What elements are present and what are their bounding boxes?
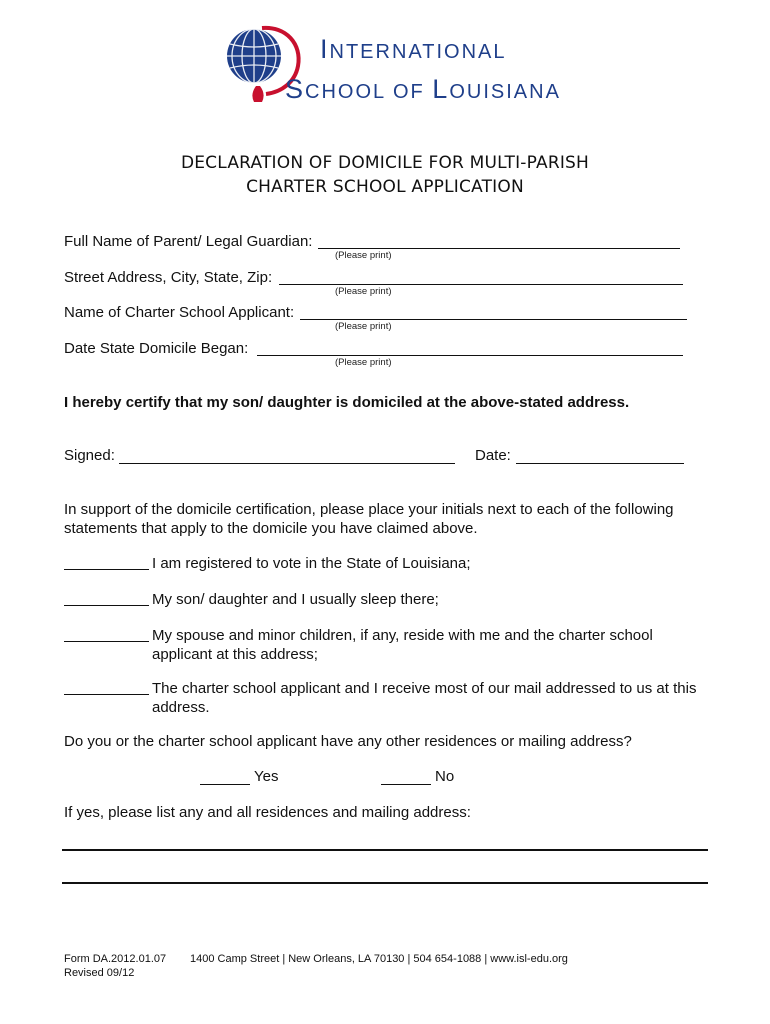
domicile-date-field[interactable] xyxy=(257,355,683,356)
no-label: No xyxy=(435,768,455,785)
school-name-line2: SCHOOL OF LOUISIANA xyxy=(285,74,561,104)
statement-reside: My spouse and minor children, if any, reside with me and the charter school applicant at this address; xyxy=(152,627,653,663)
document-title-line2: CHARTER SCHOOL APPLICATION xyxy=(246,177,524,197)
date-field[interactable] xyxy=(516,463,684,464)
applicant-name-label: Name of Charter School Applicant: xyxy=(64,304,295,321)
document-title-line1: DECLARATION OF DOMICILE FOR MULTI-PARISH xyxy=(180,153,590,173)
parent-name-label: Full Name of Parent/ Legal Guardian: xyxy=(64,233,313,250)
applicant-name-field[interactable] xyxy=(300,319,687,320)
list-residences-prompt: If yes, please list any and all residences and mailing address: xyxy=(64,804,471,821)
statement-vote: I am registered to vote in the State of Louisiana; xyxy=(152,555,471,572)
signature-field[interactable] xyxy=(119,463,455,464)
applicant-name-hint: (Please print) xyxy=(335,321,392,332)
yes-answer-field[interactable] xyxy=(200,784,250,785)
street-address-field[interactable] xyxy=(279,284,683,285)
no-answer-field[interactable] xyxy=(381,784,431,785)
other-residences-question: Do you or the charter school applicant have any other residences or mailing address? xyxy=(64,733,632,750)
support-intro: In support of the domicile certification, please place your initials next to each of the following statements that apply to the domicile you have claimed above. xyxy=(64,501,674,537)
initials-field-reside[interactable] xyxy=(64,641,149,642)
certification-statement: I hereby certify that my son/ daughter is domiciled at the above-stated address. xyxy=(64,394,630,411)
form-id: Form DA.2012.01.07 xyxy=(64,953,167,965)
statement-mail: The charter school applicant and I receive most of our mail addressed to us at this address. xyxy=(152,680,697,716)
school-contact-info: 1400 Camp Street | New Orleans, LA 70130 | 504 654-1088 | www.isl-edu.org xyxy=(190,953,568,965)
initials-field-sleep[interactable] xyxy=(64,605,149,606)
street-address-label: Street Address, City, State, Zip: xyxy=(64,269,273,286)
domicile-date-hint: (Please print) xyxy=(335,357,392,368)
statement-sleep: My son/ daughter and I usually sleep there; xyxy=(152,591,439,608)
initials-field-vote[interactable] xyxy=(64,569,149,570)
residence-entry-line-1[interactable] xyxy=(62,849,708,851)
residence-entry-line-2[interactable] xyxy=(62,882,708,884)
parent-name-field[interactable] xyxy=(318,248,680,249)
initials-field-mail[interactable] xyxy=(64,694,149,695)
yes-label: Yes xyxy=(254,768,279,785)
date-label: Date: xyxy=(475,447,511,464)
signed-label: Signed: xyxy=(64,447,115,464)
parent-name-hint: (Please print) xyxy=(335,250,392,261)
domicile-date-label: Date State Domicile Began: xyxy=(64,340,249,357)
street-address-hint: (Please print) xyxy=(335,286,392,297)
school-name-line1: INTERNATIONAL xyxy=(320,34,507,64)
revision-date: Revised 09/12 xyxy=(64,967,135,979)
